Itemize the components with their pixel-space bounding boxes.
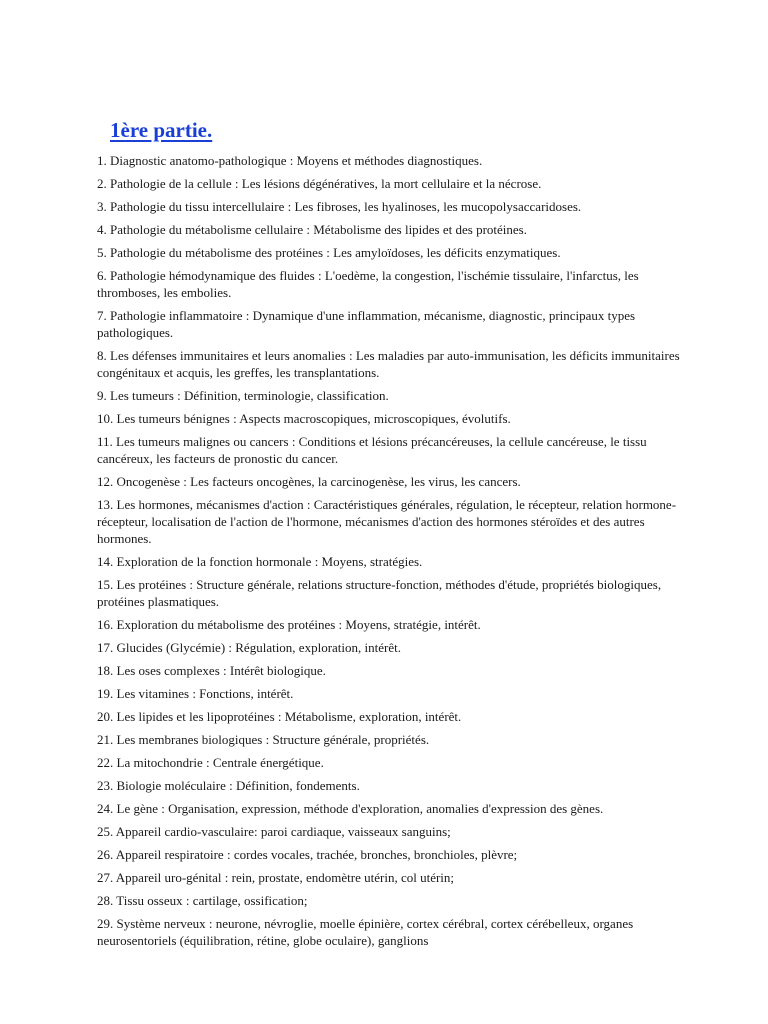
list-item: 9. Les tumeurs : Définition, terminologie, classification. xyxy=(97,388,389,403)
list-item: 22. La mitochondrie : Centrale énergétique. xyxy=(97,755,324,770)
list-item: 4. Pathologie du métabolisme cellulaire : Métabolisme des lipides et des protéines. xyxy=(97,222,527,237)
list-item: 29. Système nerveux : neurone, névroglie, moelle épinière, cortex cérébral, cortex cérébelleux, organes neurosentoriels (équilibration, rétine, globe oculaire), ganglions xyxy=(97,916,634,948)
list-item: 11. Les tumeurs malignes ou cancers : Conditions et lésions précancéreuses, la cellule cancéreuse, le tissu cancéreux, les facteurs de pronostic du cancer. xyxy=(97,434,647,466)
list-item: 5. Pathologie du métabolisme des protéines : Les amyloïdoses, les déficits enzymatiques. xyxy=(97,245,561,260)
list-item: 19. Les vitamines : Fonctions, intérêt. xyxy=(97,686,294,701)
list-item: 28. Tissu osseux : cartilage, ossification; xyxy=(97,893,308,908)
list-item: 21. Les membranes biologiques : Structure générale, propriétés. xyxy=(97,732,430,747)
list-item: 24. Le gène : Organisation, expression, méthode d'exploration, anomalies d'expression des gènes. xyxy=(97,801,604,816)
list-item: 3. Pathologie du tissu intercellulaire : Les fibroses, les hyalinoses, les mucopolysaccaridoses. xyxy=(97,199,582,214)
list-item: 26. Appareil respiratoire : cordes vocales, trachée, bronches, bronchioles, plèvre; xyxy=(97,847,518,862)
list-item: 1. Diagnostic anatomo-pathologique : Moyens et méthodes diagnostiques. xyxy=(97,153,483,168)
list-item: 12. Oncogenèse : Les facteurs oncogènes, la carcinogenèse, les virus, les cancers. xyxy=(97,474,521,489)
list-item: 13. Les hormones, mécanismes d'action : Caractéristiques générales, régulation, le récepteur, relation hormone-récepteur, localisation de l'action de l'hormone, mécanismes d'action des hormones stéroïdes et des autres hormones. xyxy=(97,497,677,546)
list-item: 14. Exploration de la fonction hormonale : Moyens, stratégies. xyxy=(97,554,423,569)
list-item: 8. Les défenses immunitaires et leurs anomalies : Les maladies par auto-immunisation, les déficits immunitaires congénitaux et acquis, les greffes, les transplantations. xyxy=(97,348,680,380)
section-heading-link[interactable]: 1ère partie. xyxy=(110,118,213,142)
list-item: 2. Pathologie de la cellule : Les lésions dégénératives, la mort cellulaire et la nécrose. xyxy=(97,176,542,191)
list-item: 7. Pathologie inflammatoire : Dynamique d'une inflammation, mécanisme, diagnostic, principaux types pathologiques. xyxy=(97,308,636,340)
list-item: 17. Glucides (Glycémie) : Régulation, exploration, intérêt. xyxy=(97,640,401,655)
list-item: 20. Les lipides et les lipoprotéines : Métabolisme, exploration, intérêt. xyxy=(97,709,462,724)
list-item: 16. Exploration du métabolisme des protéines : Moyens, stratégie, intérêt. xyxy=(97,617,481,632)
list-item: 15. Les protéines : Structure générale, relations structure-fonction, méthodes d'étude, propriétés biologiques, protéines plasmatiques. xyxy=(97,577,662,609)
list-item: 6. Pathologie hémodynamique des fluides : L'oedème, la congestion, l'ischémie tissulaire, l'infarctus, les thromboses, les embolies. xyxy=(97,268,639,300)
syllabus-list xyxy=(97,152,697,955)
list-item: 18. Les oses complexes : Intérêt biologique. xyxy=(97,663,326,678)
list-item: 25. Appareil cardio-vasculaire: paroi cardiaque, vaisseaux sanguins; xyxy=(97,824,451,839)
list-item: 10. Les tumeurs bénignes : Aspects macroscopiques, microscopiques, évolutifs. xyxy=(97,411,511,426)
list-item: 23. Biologie moléculaire : Définition, fondements. xyxy=(97,778,360,793)
list-item: 27. Appareil uro-génital : rein, prostate, endomètre utérin, col utérin; xyxy=(97,870,455,885)
